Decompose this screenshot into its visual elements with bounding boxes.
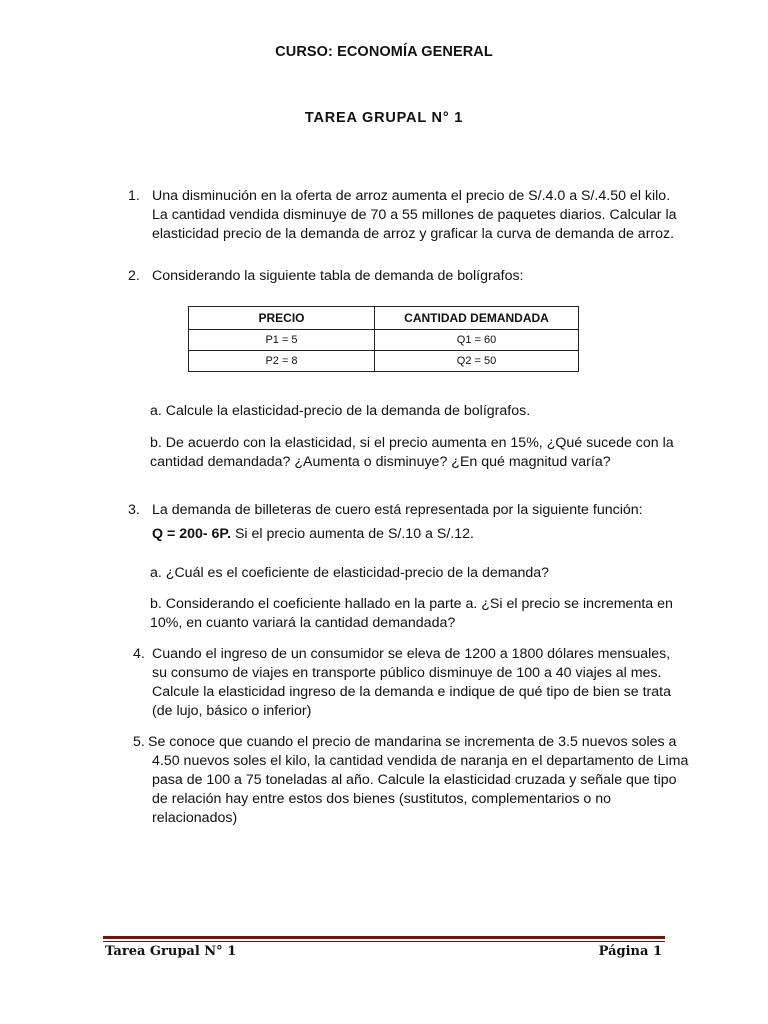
table-row: [189, 330, 579, 351]
table-row: [189, 351, 579, 372]
question-5-line: de relación hay entre estos dos bienes (sustitutos, complementarios o no: [152, 791, 611, 807]
question-1-line: La cantidad vendida disminuye de 70 a 55 millones de paquetes diarios. Calcular la: [152, 207, 677, 223]
question-4-line: su consumo de viajes en transporte público disminuye de 100 a 40 viajes al mes.: [152, 665, 662, 681]
assignment-title: TAREA GRUPAL N° 1: [304, 110, 464, 126]
question-2-number: 2.: [128, 268, 140, 284]
table-cell: P1 = 5: [189, 330, 375, 351]
footer-page-number: Página 1: [598, 944, 662, 959]
question-2-part-b-line: b. De acuerdo con la elasticidad, si el precio aumenta en 15%, ¿Qué sucede con la: [150, 435, 674, 451]
question-1-line: elasticidad precio de la demanda de arroz y graficar la curva de demanda de arroz.: [152, 226, 675, 242]
question-3-part-b-line: 10%, en cuanto variará la cantidad demandada?: [150, 615, 456, 631]
question-3-number: 3.: [128, 502, 140, 518]
question-3-formula-line: [152, 525, 474, 545]
question-2-part-b-line: cantidad demandada? ¿Aumenta o disminuye? ¿En qué magnitud varía?: [150, 454, 611, 470]
demand-table: [188, 306, 579, 372]
footer-left: Tarea Grupal N° 1: [105, 944, 237, 959]
question-4-line: (de lujo, básico o inferior): [152, 703, 312, 719]
table-cell: P2 = 8: [189, 351, 375, 372]
question-3-part-b-line: b. Considerando el coeficiente hallado en la parte a. ¿Si el precio se incrementa en: [150, 596, 673, 612]
question-5-line: Se conoce que cuando el precio de mandarina se incrementa de 3.5 nuevos soles a: [148, 734, 677, 750]
question-5-line: 4.50 nuevos soles el kilo, la cantidad vendida de naranja en el departamento de Lima: [152, 753, 689, 769]
course-title: CURSO: ECONOMÍA GENERAL: [275, 44, 493, 60]
table-cell: Q1 = 60: [375, 330, 579, 351]
table-header-row: [189, 307, 579, 330]
question-3-part-a: a. ¿Cuál es el coeficiente de elasticidad-precio de la demanda?: [150, 565, 550, 581]
formula-condition: Si el precio aumenta de S/.10 a S/.12.: [231, 526, 474, 542]
question-4-line: Cuando el ingreso de un consumidor se eleva de 1200 a 1800 dólares mensuales,: [152, 646, 671, 662]
question-1-line: Una disminución en la oferta de arroz aumenta el precio de S/.4.0 a S/.4.50 el kilo.: [152, 188, 671, 204]
question-5-line: pasa de 100 a 75 toneladas al año. Calcule la elasticidad cruzada y señale que tipo: [152, 772, 677, 788]
table-cell: Q2 = 50: [375, 351, 579, 372]
table-header: CANTIDAD DEMANDADA: [375, 307, 579, 330]
question-2-part-a: a. Calcule la elasticidad-precio de la demanda de bolígrafos.: [150, 403, 531, 419]
footer-rule-thin: [103, 941, 665, 942]
footer-rule-thick: [103, 936, 665, 939]
demand-formula: Q = 200- 6P.: [152, 526, 232, 542]
question-5-line: relacionados): [152, 810, 238, 826]
question-2-intro: Considerando la siguiente tabla de demanda de bolígrafos:: [152, 268, 524, 284]
question-4-number: 4.: [133, 646, 145, 662]
table-header: PRECIO: [189, 307, 375, 330]
question-4-line: Calcule la elasticidad ingreso de la demanda e indique de qué tipo de bien se trata: [152, 684, 671, 700]
question-3-intro: La demanda de billeteras de cuero está representada por la siguiente función:: [152, 502, 643, 518]
question-1-number: 1.: [128, 188, 140, 204]
question-5-number: 5.: [133, 734, 145, 750]
